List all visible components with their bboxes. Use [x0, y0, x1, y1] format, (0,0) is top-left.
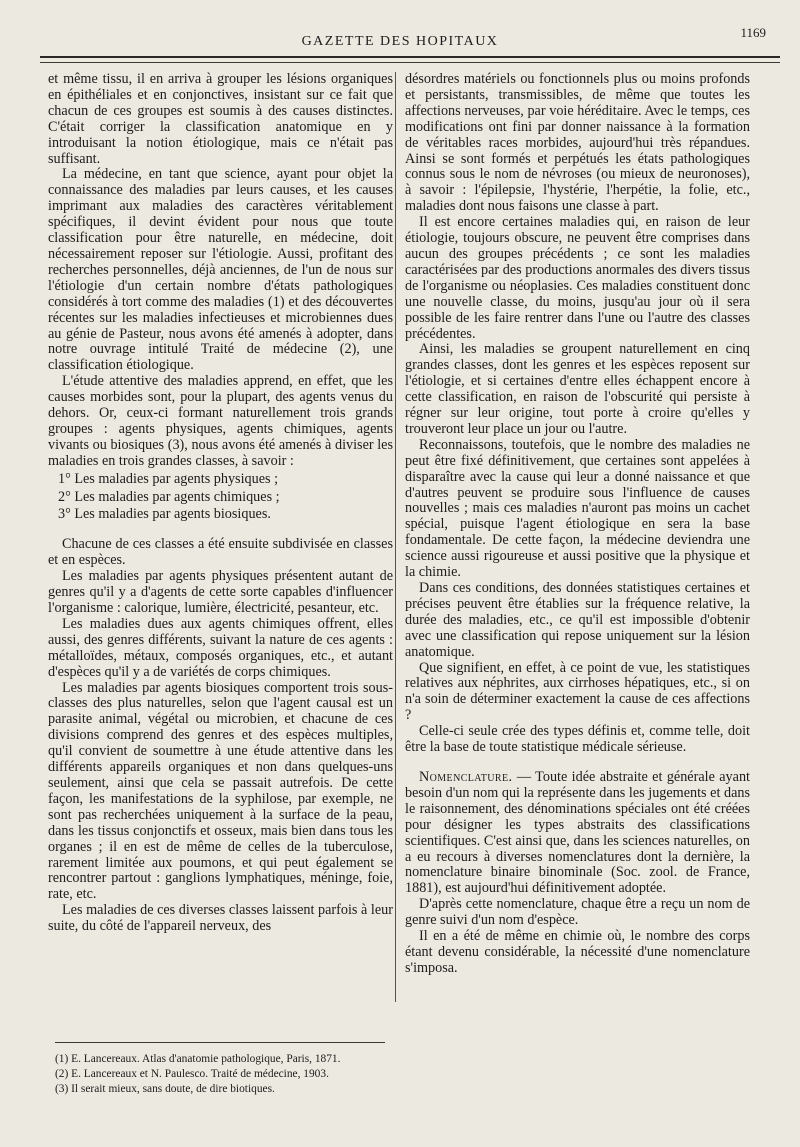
header-rule-thick [40, 56, 780, 58]
right-paragraph-7: Celle-ci seule crée des types définis et, comme telle, doit être la base de toute statistique médicale sérieuse. [405, 723, 750, 756]
left-paragraph-1: et même tissu, il en arriva à grouper les lésions organiques en épithéliales et en conjonctives, insistant sur ce fait que chacun de ces groupes est soumis à des causes distinctes. C'était corriger la classification anatomique en y introduisant la notion étiologique, mais ce n'était pas suffisant. [48, 71, 393, 167]
nomenclature-paragraph [405, 770, 750, 897]
right-paragraph-4: Reconnaissons, toutefois, que le nombre des maladies ne peut être fixé définitivement, que certaines sont appelées à disparaître avec la cause qui leur a donné naissance et que d'autres peuvent se produire sous l'influence de causes nouvelles ; mais ces maladies n'auront pas moins un cachet spécial, puisque l'agent étiologique en sera la base fondamentale. De cette façon, la médecine deviendra une science aussi rigoureuse et aussi positive que la physique et la chimie. [405, 436, 750, 581]
right-paragraph-3: Ainsi, les maladies se groupent naturellement en cinq grandes classes, dont les genres et les espèces reposent sur l'étiologie, et si certaines d'entre elles échappent encore à cette classification, en raison de l'obscurité qui persiste à régner sur leur origine, tout porte à croire qu'elles y trouveront leur place un jour ou l'autre. [405, 341, 750, 437]
header-rule-thin [40, 62, 780, 63]
left-paragraph-8: Les maladies de ces diverses classes laissent parfois à leur suite, du côté de l'appareil nerveux, des [48, 902, 393, 935]
footnote-3: (3) Il serait mieux, sans doute, de dire biotiques. [55, 1083, 275, 1095]
right-paragraph-6: Que signifient, en effet, à ce point de vue, les statistiques relatives aux néphrites, aux cirrhoses hépatiques, etc., si on n'a soin de déterminer exactement la cause de ces affections ? [405, 659, 750, 724]
left-paragraph-7: Les maladies par agents biosiques comportent trois sous-classes des plus naturelles, selon que l'agent causal est un parasite animal, végétal ou microbien, et chacune de ces divisions comprend des genres et des espèces multiples, qu'il convient de soumettre à une étude attentive dans les différents appareils organiques et non dans quelques-uns seulement, ainsi que cela se passait autrefois. De cette façon, les manifestations de la syphilose, par exemple, ne sont pas recherchées uniquement à la surface de la peau, dans les tissus conjonctifs et osseux, mais bien dans tous les organes ; il en est de même de celles de la tuberculose, rarement limitée aux poumons, et qui peut également se rencontrer partout : ganglions lymphatiques, méninge, foie, rate, etc. [48, 679, 393, 903]
left-paragraph-2: La médecine, en tant que science, ayant pour objet la connaissance des maladies par leurs causes, et les causes imprimant aux maladies des caractères véritablement spécifiques, il devint évident pour nous que toute classification pour être naturelle, en médecine, doit nécessairement reposer sur l'étiologie. Aussi, profitant des recherches personnelles, déjà anciennes, de l'un de nous sur l'étiologie d'un certain nombre d'états pathologiques considérés à tort comme des maladies (1) et des découvertes récentes sur les maladies infectieuses et microbiennes dues au génie de Pasteur, nous avons été amenés à adopter, dans notre ouvrage intitulé Traité de médecine (2), une classification étiologique. [48, 166, 393, 374]
list-item: 1° Les maladies par agents physiques ; [58, 470, 279, 487]
right-paragraph-2: Il est encore certaines maladies qui, en raison de leur étiologie, toujours obscure, ne peuvent être comprises dans aucun des groupes précédents ; ce sont les maladies caractérisées par des productions anormales des divers tissus de l'organisme ou néoplasies. Ces maladies constituent donc une nouvelle classe, du moins, jusqu'au jour où il sera possible de les faire rentrer dans l'une ou l'autre des classes précédentes. [405, 214, 750, 342]
left-paragraph-6: Les maladies dues aux agents chimiques offrent, elles aussi, des genres différents, suivant la nature de ces agents : métalloïdes, métaux, composés organiques, etc., et autant d'espèces qu'il y a de variétés de corps chimiques. [48, 615, 393, 680]
column-divider [395, 72, 396, 1002]
right-paragraph-1: désordres matériels ou fonctionnels plus ou moins profonds et persistants, transmissibles, de même que toutes les affections nerveuses, par voie héréditaire. Avec le temps, ces modifications ont fini par donner naissance à la formation de véritables races morbides, aujourd'hui très répandues. Ainsi se sont formés et perpétués les états pathologiques connus sous le nom de névroses (ou mieux de neuronoses), à savoir : l'épilepsie, l'hystérie, l'herpétie, la folie, etc., maladies dont nous faisons une classe à part. [405, 71, 750, 215]
left-column [48, 72, 393, 935]
left-paragraph-4: Chacune de ces classes a été ensuite subdivisée en classes et en espèces. [48, 536, 393, 569]
footnote-rule [55, 1042, 385, 1043]
list-item: 3° Les maladies par agents biosiques. [58, 506, 271, 523]
right-paragraph-10: Il en a été de même en chimie où, le nombre des corps étant devenu considérable, la nécessité d'une nomenclature s'imposa. [405, 928, 750, 976]
nomenclature-text: — Toute idée abstraite et générale ayant besoin d'un nom qui la représente dans les jugements et dans le raisonnement, des dénominations spéciales ont été créées pour désigner les types abstraits des classifications scientifiques. C'est ainsi que, dans les sciences naturelles, on a eu recours à diverses nomenclatures dont la dernière, la nomenclature binaire binominale (Soc. zool. de France, 1881), est aujourd'hui définitivement adoptée. [405, 768, 750, 897]
footnotes [55, 1052, 385, 1097]
page-number: 1169 [740, 25, 766, 40]
left-paragraph-3: L'étude attentive des maladies apprend, en effet, que les causes morbides sont, pour la plupart, des agents venus du dehors. Or, ceux-ci formant naturellement trois grands groupes : agents physiques, agents chimiques, agents vivants ou biosiques (3), nous avons été amenés à diviser les maladies en trois grandes classes, à savoir : [48, 373, 393, 469]
left-paragraph-5: Les maladies par agents physiques présentent autant de genres qu'il y a d'agents de cette sorte capables d'influencer l'organisme : calorique, lumière, électricité, pesanteur, etc. [48, 568, 393, 616]
list-item: 2° Les maladies par agents chimiques ; [58, 488, 280, 505]
footnote-1: (1) E. Lancereaux. Atlas d'anatomie pathologique, Paris, 1871. [55, 1053, 341, 1065]
right-column [405, 72, 750, 977]
page-header-title: GAZETTE DES HOPITAUX [301, 34, 499, 49]
section-heading-nomenclature: Nomenclature. [419, 768, 513, 785]
right-paragraph-9: D'après cette nomenclature, chaque être a reçu un nom de genre suivi d'un nom d'espèce. [405, 896, 750, 929]
right-paragraph-5: Dans ces conditions, des données statistiques certaines et précises peuvent être établies sur la fréquence relative, la durée des maladies, etc., ce qu'il est impossible d'obtenir avec une classification qui repose uniquement sur la lésion anatomique. [405, 580, 750, 660]
footnote-2: (2) E. Lancereaux et N. Paulesco. Traité de médecine, 1903. [55, 1068, 329, 1080]
